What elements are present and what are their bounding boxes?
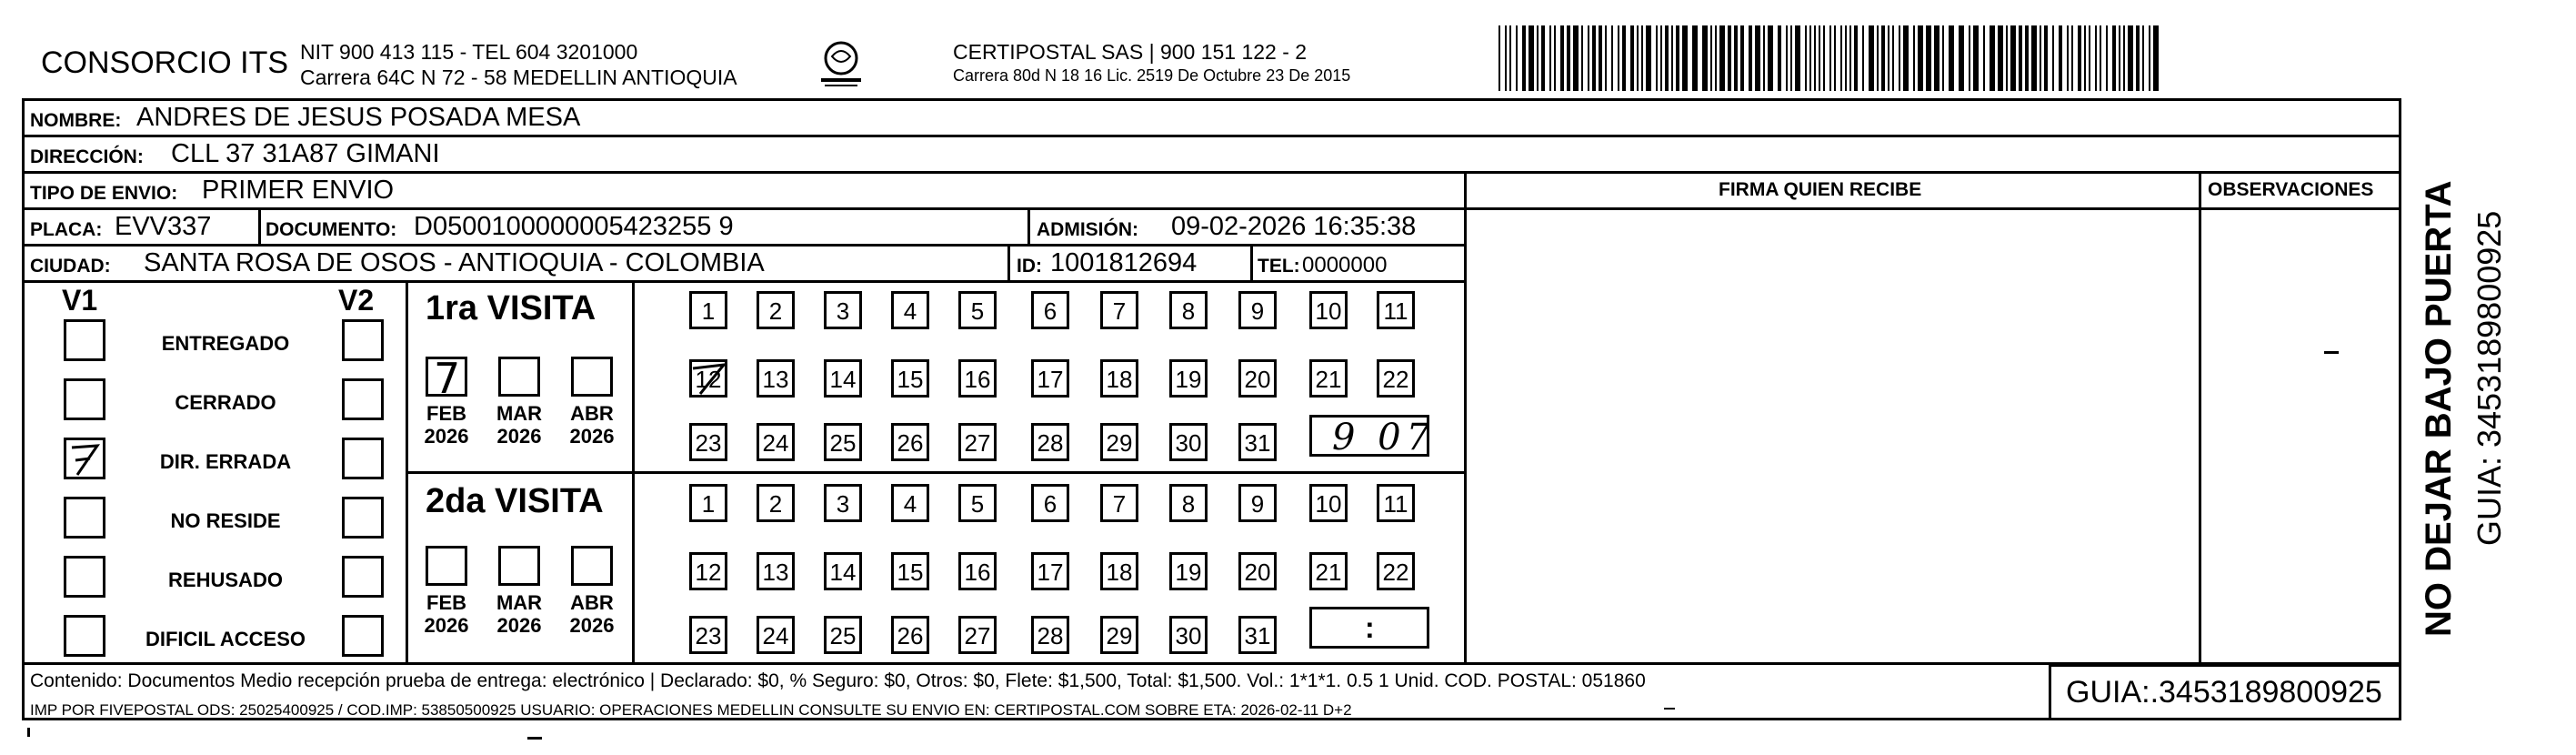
barcode-bar: [1588, 25, 1589, 91]
day-checkbox[interactable]: 14: [824, 552, 862, 590]
barcode-bar: [1498, 25, 1500, 91]
imp-text: IMP POR FIVEPOSTAL ODS: 25025400925 / COD.IMP: 53850500925 USUARIO: OPERACIONES MEDELLIN CONSULTE SU ENVIO EN: CERTIPOSTAL.COM SOBRE ETA: 2026-02-11 D+2: [30, 701, 1352, 719]
barcode-bar: [2100, 25, 2101, 91]
barcode-bar: [1903, 25, 1909, 91]
barcode-bar: [1849, 25, 1851, 91]
day-checkbox[interactable]: 22: [1377, 359, 1415, 398]
barcode-bar: [1618, 25, 1619, 91]
id-value: 1001812694: [1050, 248, 1198, 277]
barcode-bar: [1702, 25, 1708, 91]
side-notice: NO DEJAR BAJO PUERTA: [2419, 180, 2459, 637]
guia-footer: GUIA:.3453189800925: [2066, 675, 2382, 710]
barcode-bar: [2078, 25, 2081, 91]
day-checkbox[interactable]: 2: [757, 291, 795, 329]
barcode-bar: [1715, 25, 1717, 91]
day-checkbox[interactable]: 14: [824, 359, 862, 398]
barcode-bar: [2106, 25, 2108, 91]
barcode-bar: [1522, 25, 1526, 91]
day-checkbox[interactable]: 25: [824, 616, 862, 654]
barcode-bar: [1881, 25, 1885, 91]
status-option-label: ENTREGADO: [161, 332, 290, 355]
day-checkbox[interactable]: 29: [1100, 423, 1138, 461]
day-checkbox[interactable]: 21: [1309, 552, 1348, 590]
barcode-bar: [1892, 25, 1894, 91]
day-checkbox[interactable]: 17: [1031, 552, 1069, 590]
barcode-bar: [1819, 25, 1820, 91]
barcode-bar: [1829, 25, 1831, 91]
tel-value: 0000000: [1302, 253, 1388, 277]
barcode-bar: [1959, 25, 1964, 91]
barcode-bar: [1622, 25, 1626, 91]
day-checkbox[interactable]: 13: [757, 552, 795, 590]
barcode-bar: [1560, 25, 1564, 91]
day-checkbox[interactable]: 16: [958, 552, 997, 590]
barcode-bar: [1814, 25, 1816, 91]
partner-address: Carrera 80d N 18 16 Lic. 2519 De Octubre 23 De 2015: [953, 66, 1351, 85]
day-checkbox[interactable]: 27: [958, 616, 997, 654]
barcode-bar: [2071, 25, 2073, 91]
day-checkbox[interactable]: 24: [757, 423, 795, 461]
barcode-bar: [2019, 25, 2022, 91]
placa-label: PLACA:: [30, 219, 103, 240]
day-checkbox[interactable]: 30: [1169, 616, 1208, 654]
barcode-bar: [1676, 25, 1679, 91]
month-checkbox[interactable]: [426, 354, 467, 403]
company-address: Carrera 64C N 72 - 58 MEDELLIN ANTIOQUIA: [300, 65, 737, 89]
barcode-bar: [2031, 25, 2037, 91]
day-checkbox[interactable]: 12: [689, 359, 727, 398]
barcode-bar: [1529, 25, 1534, 91]
barcode-bar: [1537, 25, 1539, 91]
visita1-title: 1ra VISITA: [426, 289, 596, 327]
admision-value: 09-02-2026 16:35:38: [1171, 212, 1417, 241]
day-checkbox[interactable]: 9: [1238, 291, 1277, 329]
tipo-envio-value: PRIMER ENVIO: [202, 176, 395, 205]
visita2-title: 2da VISITA: [426, 482, 604, 520]
firma-header: FIRMA QUIEN RECIBE: [1719, 179, 1922, 200]
month-handwritten-mark: 7: [434, 354, 461, 403]
barcode-bar: [2119, 25, 2120, 91]
v1-checkbox[interactable]: [64, 378, 105, 420]
v2-checkbox[interactable]: [342, 438, 384, 479]
barcode-bar: [1926, 25, 1931, 91]
status-option-label: NO RESIDE: [170, 509, 281, 532]
v1-label: V1: [62, 284, 98, 317]
v1-checkbox[interactable]: [64, 497, 105, 539]
month-label: MAR 2026: [496, 591, 543, 638]
day-checkbox[interactable]: 21: [1309, 359, 1348, 398]
v2-checkbox[interactable]: [342, 615, 384, 657]
barcode-bar: [2095, 25, 2097, 91]
day-checkbox[interactable]: 11: [1377, 291, 1415, 329]
barcode-bar: [1665, 25, 1669, 91]
barcode-bar: [1728, 25, 1731, 91]
barcode-bar: [2136, 25, 2140, 91]
month-label: FEB 2026: [424, 591, 469, 638]
day-checkbox[interactable]: 31: [1238, 423, 1277, 461]
barcode-bar: [1805, 25, 1807, 91]
documento-label: DOCUMENTO:: [266, 219, 397, 240]
day-checkbox[interactable]: 3: [824, 484, 862, 522]
month-label: ABR 2026: [569, 402, 615, 448]
barcode-bar: [1740, 25, 1744, 91]
barcode-bar: [2142, 25, 2144, 91]
barcode-bar: [1854, 25, 1858, 91]
barcode-bar: [2089, 25, 2090, 91]
barcode-bar: [1786, 25, 1788, 91]
day-checkbox[interactable]: 29: [1100, 616, 1138, 654]
barcode-bar: [2067, 25, 2069, 91]
day-checkbox[interactable]: 27: [958, 423, 997, 461]
day-checkbox[interactable]: 20: [1238, 552, 1277, 590]
day-checkbox[interactable]: 18: [1100, 552, 1138, 590]
status-option-label: CERRADO: [175, 391, 276, 414]
month-checkbox[interactable]: [498, 357, 540, 397]
barcode-bar: [1554, 25, 1556, 91]
day-checkbox[interactable]: 8: [1169, 484, 1208, 522]
barcode-bar: [1778, 25, 1781, 91]
barcode-bar: [1599, 25, 1602, 91]
placa-value: EVV337: [115, 212, 212, 241]
nombre-label: NOMBRE:: [30, 110, 122, 131]
day-checkbox[interactable]: 28: [1031, 423, 1069, 461]
tel-label: TEL:: [1258, 256, 1300, 277]
direccion-value: CLL 37 31A87 GIMANI: [171, 139, 440, 168]
v2-checkbox[interactable]: [342, 378, 384, 420]
barcode-bar: [1834, 25, 1836, 91]
barcode-bar: [1641, 25, 1643, 91]
day-checkbox[interactable]: 6: [1031, 484, 1069, 522]
day-checkbox[interactable]: 19: [1169, 552, 1208, 590]
v1-checkbox[interactable]: [64, 615, 105, 657]
barcode-bar: [1719, 25, 1725, 91]
barcode-bar: [2044, 25, 2048, 91]
barcode-bar: [1567, 25, 1570, 91]
barcode-bar: [1549, 25, 1551, 91]
day-checkbox[interactable]: 7: [1100, 484, 1138, 522]
day-checkbox[interactable]: 13: [757, 359, 795, 398]
day-checkbox[interactable]: 5: [958, 484, 997, 522]
barcode-bar: [2010, 25, 2016, 91]
direccion-label: DIRECCIÓN:: [30, 146, 144, 167]
barcode-bar: [1949, 25, 1954, 91]
barcode-bar: [1509, 25, 1511, 91]
barcode-bar: [2123, 25, 2125, 91]
barcode-bar: [1973, 25, 1979, 91]
visita2-time-separator: :: [1365, 611, 1375, 644]
day-checkbox[interactable]: 18: [1100, 359, 1138, 398]
barcode-bar: [1611, 25, 1613, 91]
day-checkbox[interactable]: 10: [1309, 291, 1348, 329]
barcode-bar: [1755, 25, 1760, 91]
barcode-bar: [1734, 25, 1738, 91]
barcode-bar: [1710, 25, 1712, 91]
footer-mark: [1664, 708, 1675, 710]
barcode-bar: [1516, 25, 1518, 91]
barcode-bar: [2040, 25, 2041, 91]
day-checkbox[interactable]: 10: [1309, 484, 1348, 522]
visita1-time-box[interactable]: [1309, 415, 1436, 458]
month-checkbox[interactable]: [571, 546, 613, 586]
barcode-bar: [1990, 25, 1995, 91]
barcode-bar: [1862, 25, 1864, 91]
barcode-bar: [2153, 25, 2159, 91]
day-checkbox[interactable]: 1: [689, 484, 727, 522]
day-checkbox[interactable]: 12: [689, 552, 727, 590]
side-guia: GUIA: 3453189800925: [2471, 210, 2508, 546]
barcode-bar: [2149, 25, 2150, 91]
day-checkbox[interactable]: 6: [1031, 291, 1069, 329]
nombre-value: ANDRES DE JESUS POSADA MESA: [136, 103, 581, 132]
barcode-bar: [1692, 25, 1698, 91]
certipostal-logo: [814, 36, 868, 91]
barcode-bar: [1749, 25, 1752, 91]
barcode-bar: [1605, 25, 1607, 91]
barcode-bar: [1763, 25, 1765, 91]
day-checkbox[interactable]: 5: [958, 291, 997, 329]
visita2-time-box[interactable]: [1309, 607, 1429, 649]
visita1-time-handwritten: 9 07: [1332, 417, 1436, 458]
day-checkbox[interactable]: 17: [1031, 359, 1069, 398]
barcode-bar: [1795, 25, 1800, 91]
day-checkbox[interactable]: 31: [1238, 616, 1277, 654]
barcode-bar: [1899, 25, 1900, 91]
day-checkbox[interactable]: 9: [1238, 484, 1277, 522]
day-checkbox[interactable]: 4: [891, 291, 929, 329]
v2-label: V2: [338, 284, 375, 317]
barcode-bar: [1918, 25, 1923, 91]
v2-checkbox[interactable]: [342, 319, 384, 361]
barcode-bar: [1809, 25, 1811, 91]
day-checkbox[interactable]: 15: [891, 359, 929, 398]
barcode-bar: [1768, 25, 1773, 91]
ciudad-label: CIUDAD:: [30, 256, 111, 277]
barcode-bar: [1656, 25, 1658, 91]
company-nit: NIT 900 413 115 - TEL 604 3201000: [300, 40, 638, 64]
day-checkbox[interactable]: 3: [824, 291, 862, 329]
barcode-bar: [1998, 25, 2003, 91]
month-label: ABR 2026: [569, 591, 615, 638]
observaciones-header: OBSERVACIONES: [2208, 179, 2374, 200]
v2-checkbox[interactable]: [342, 556, 384, 598]
observaciones-mark: [2324, 351, 2339, 354]
barcode-bar: [1581, 25, 1583, 91]
day-checkbox[interactable]: 26: [891, 423, 929, 461]
barcode-bar: [2006, 25, 2008, 91]
barcode-bar: [1637, 25, 1639, 91]
month-checkbox[interactable]: [571, 357, 613, 397]
day-checkbox[interactable]: 11: [1377, 484, 1415, 522]
barcode-bar: [1660, 25, 1662, 91]
day-checkbox[interactable]: 7: [1100, 291, 1138, 329]
month-label: MAR 2026: [496, 402, 543, 448]
barcode-bar: [1790, 25, 1792, 91]
barcode-bar: [1646, 25, 1651, 91]
barcode-bar: [1671, 25, 1673, 91]
day-checkbox[interactable]: 20: [1238, 359, 1277, 398]
barcode-bar: [1845, 25, 1847, 91]
v1-checkbox[interactable]: [64, 556, 105, 598]
barcode-bar: [1682, 25, 1688, 91]
company-name: CONSORCIO ITS: [41, 45, 289, 80]
barcode-bar: [1541, 25, 1545, 91]
month-checkbox[interactable]: [498, 546, 540, 586]
v2-checkbox[interactable]: [342, 497, 384, 539]
day-checkbox[interactable]: 19: [1169, 359, 1208, 398]
barcode-bar: [1983, 25, 1985, 91]
id-label: ID:: [1017, 256, 1042, 277]
v1-checkbox[interactable]: [64, 319, 105, 361]
barcode-bar: [2025, 25, 2029, 91]
status-option-label: REHUSADO: [168, 569, 283, 591]
day-checkbox[interactable]: 24: [757, 616, 795, 654]
month-checkbox[interactable]: [426, 546, 467, 586]
day-checkbox[interactable]: 1: [689, 291, 727, 329]
scan-mark: [527, 737, 542, 740]
day-checkbox[interactable]: 4: [891, 484, 929, 522]
barcode-bar: [2128, 25, 2133, 91]
status-option-label: DIR. ERRADA: [159, 450, 292, 473]
scan-mark: [27, 728, 30, 737]
barcode-bar: [1840, 25, 1842, 91]
barcode-bar: [1869, 25, 1874, 91]
ciudad-value: SANTA ROSA DE OSOS - ANTIOQUIA - COLOMBIA: [144, 248, 765, 277]
barcode-bar: [1969, 25, 1970, 91]
day-check-mark: [689, 359, 727, 398]
tipo-envio-label: TIPO DE ENVIO:: [30, 183, 178, 204]
day-checkbox[interactable]: 23: [689, 423, 727, 461]
day-checkbox[interactable]: 23: [689, 616, 727, 654]
barcode-bar: [1934, 25, 1940, 91]
barcode: [1498, 25, 2164, 91]
barcode-bar: [1573, 25, 1579, 91]
contenido-text: Contenido: Documentos Medio recepción prueba de entrega: electrónico | Declarado: $0, % Seguro: $0, Otros: $0, Flete: $1,500, Total: $1,500. Vol.: 1*1*1. 0.5 1 Unid. COD. POSTAL: 051860: [30, 670, 1646, 691]
status-option-label: DIFICIL ACCESO: [145, 628, 306, 650]
day-checkbox[interactable]: 2: [757, 484, 795, 522]
day-checkbox[interactable]: 30: [1169, 423, 1208, 461]
day-checkbox[interactable]: 22: [1377, 552, 1415, 590]
barcode-bar: [2052, 25, 2054, 91]
barcode-bar: [1823, 25, 1825, 91]
month-label: FEB 2026: [424, 402, 469, 448]
day-checkbox[interactable]: 28: [1031, 616, 1069, 654]
barcode-bar: [1942, 25, 1944, 91]
documento-value: D0500100000005423255 9: [414, 212, 734, 241]
day-checkbox[interactable]: 25: [824, 423, 862, 461]
partner-name: CERTIPOSTAL SAS | 900 151 122 - 2: [953, 40, 1308, 64]
day-checkbox[interactable]: 8: [1169, 291, 1208, 329]
barcode-bar: [1630, 25, 1634, 91]
admision-label: ADMISIÓN:: [1037, 219, 1138, 240]
barcode-bar: [2084, 25, 2086, 91]
barcode-bar: [1877, 25, 1879, 91]
barcode-bar: [1913, 25, 1915, 91]
day-checkbox[interactable]: 26: [891, 616, 929, 654]
day-checkbox[interactable]: 16: [958, 359, 997, 398]
barcode-bar: [2112, 25, 2116, 91]
barcode-bar: [1888, 25, 1889, 91]
barcode-bar: [1505, 25, 1507, 91]
barcode-bar: [2059, 25, 2062, 91]
day-checkbox[interactable]: 15: [891, 552, 929, 590]
barcode-bar: [1592, 25, 1596, 91]
v1-checkbox[interactable]: [64, 438, 105, 479]
